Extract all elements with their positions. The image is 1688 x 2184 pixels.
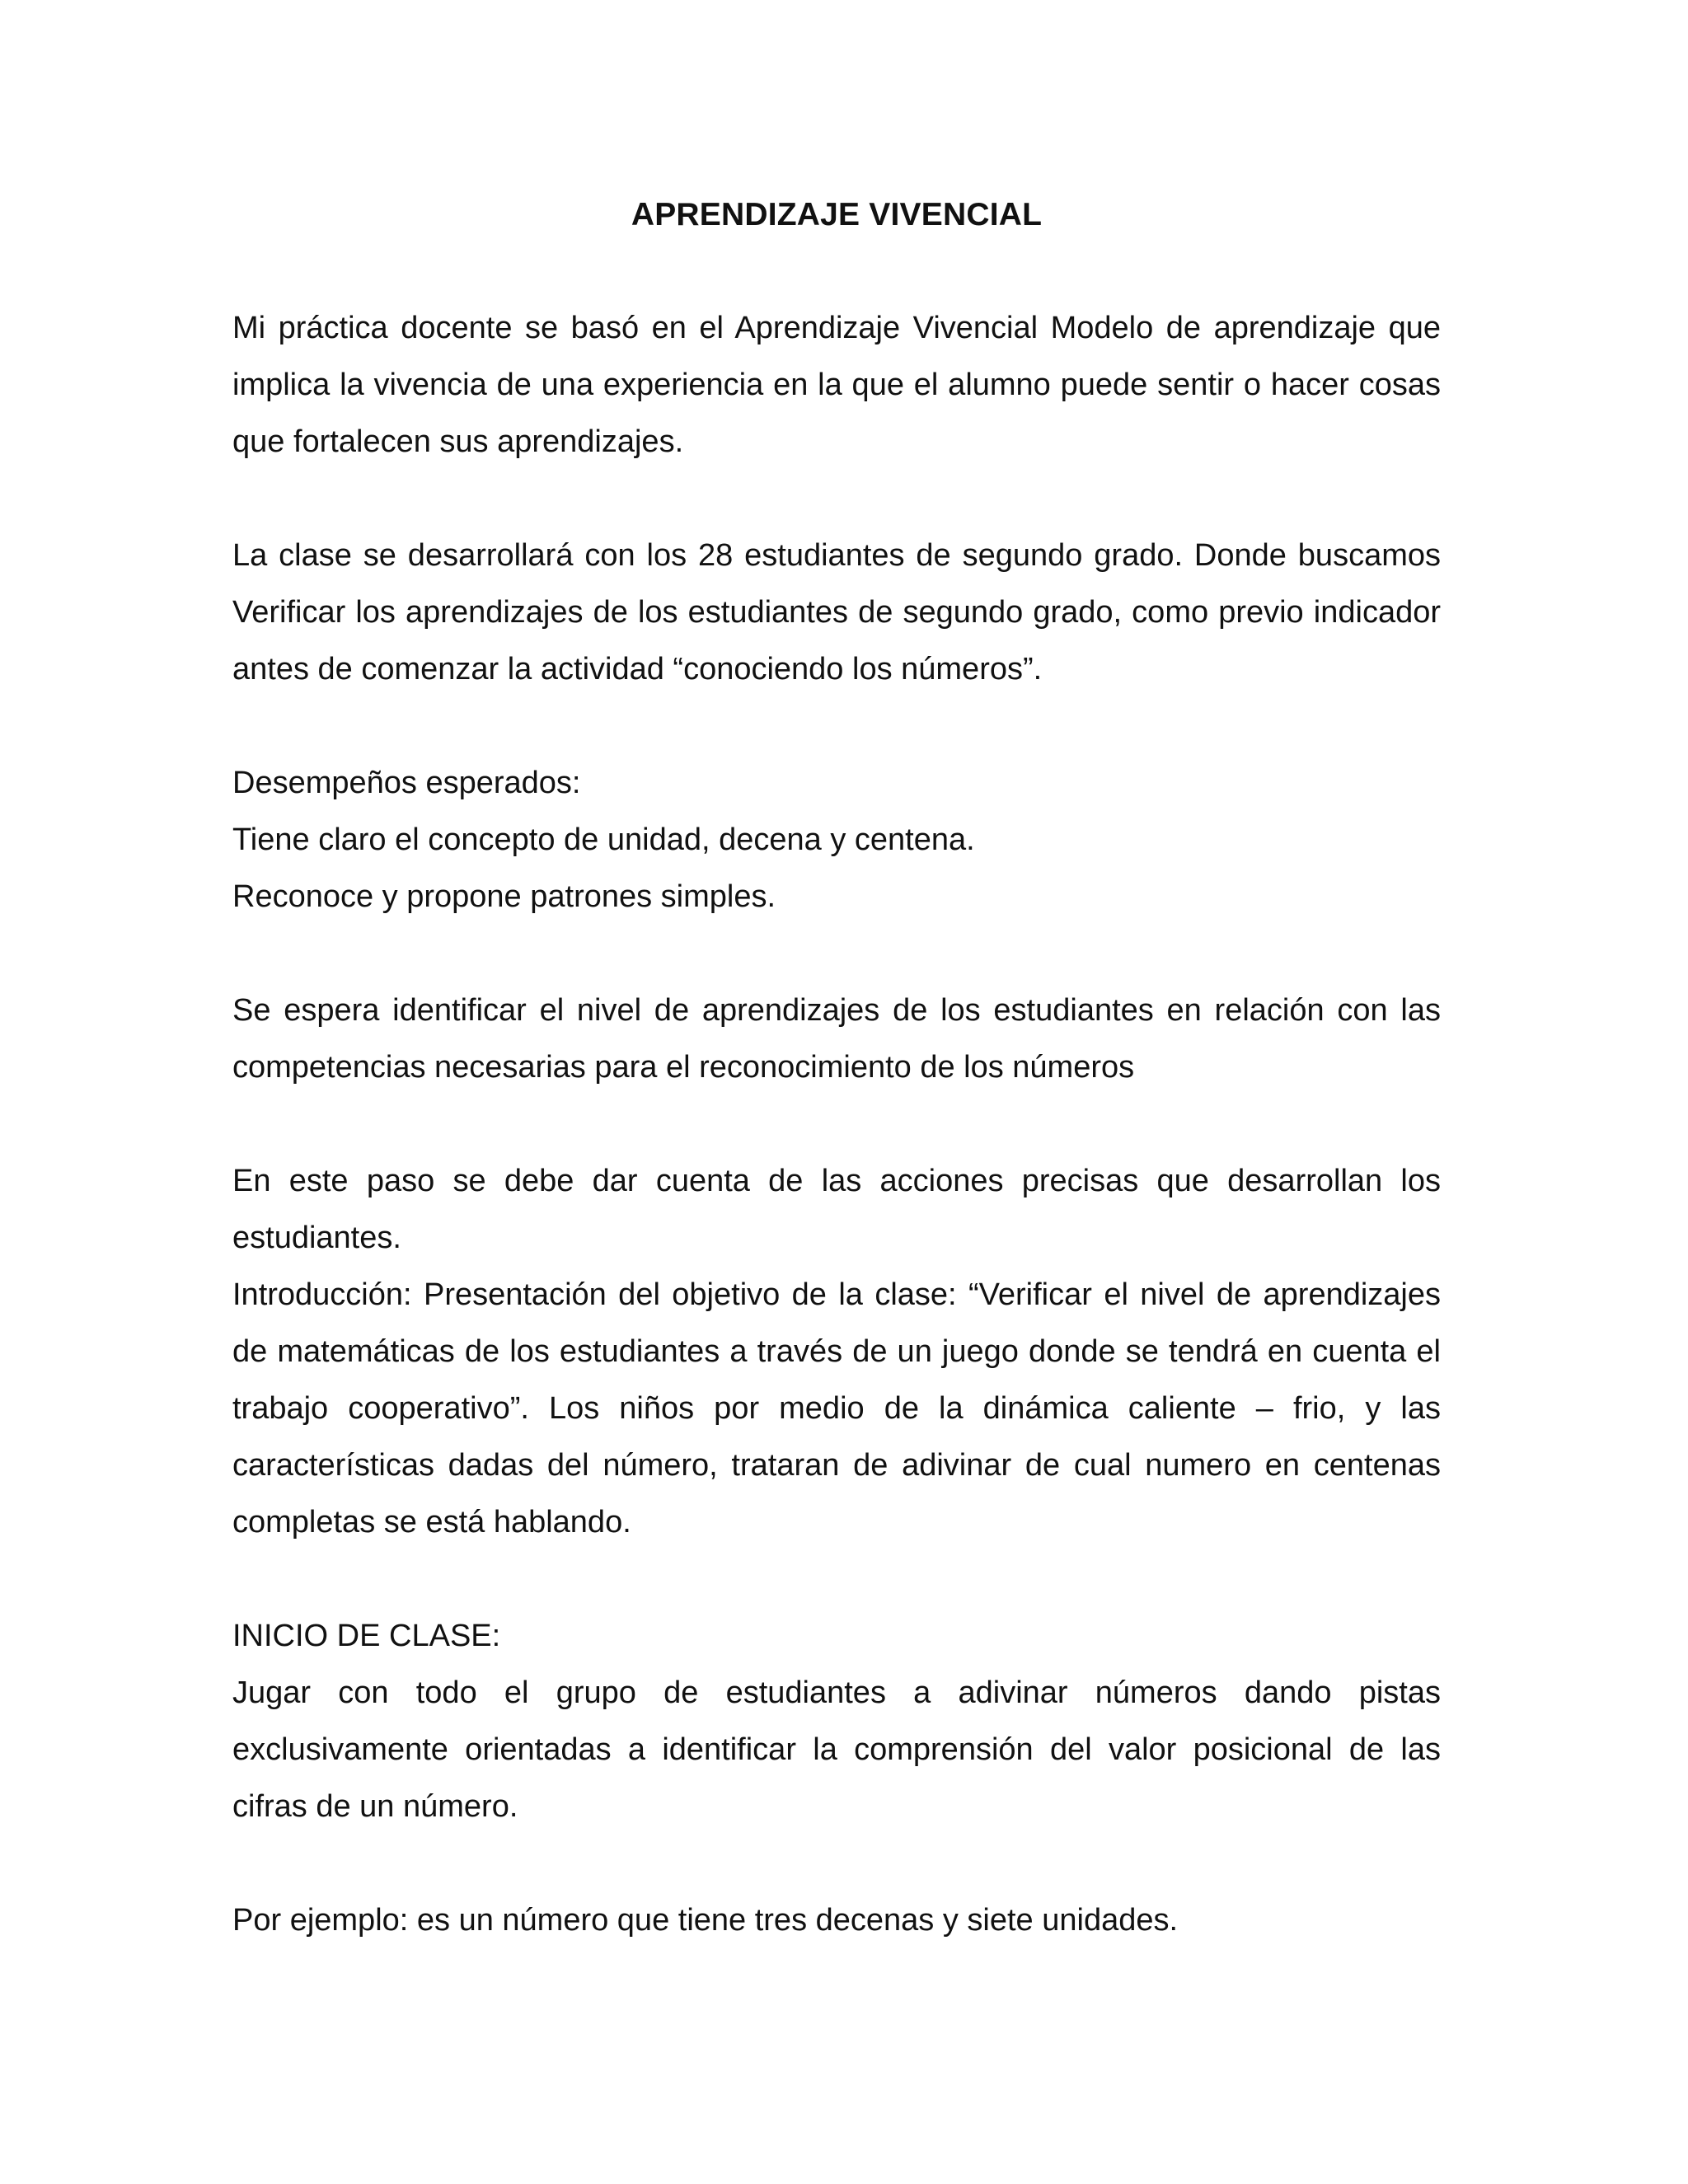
desempeno-item-2: Reconoce y propone patrones simples.: [232, 879, 776, 914]
desempenos-section: [232, 755, 1441, 926]
desempenos-heading: Desempeños esperados:: [232, 766, 581, 800]
paragraph-intro: Mi práctica docente se basó en el Aprendizaje Vivencial Modelo de aprendizaje que implica la vivencia de una experiencia en la que el alumno puede sentir o hacer cosas que fortalecen sus aprendizajes.: [232, 311, 1441, 459]
inicio-heading: INICIO DE CLASE:: [232, 1619, 501, 1653]
document-title: APRENDIZAJE VIVENCIAL: [631, 197, 1043, 232]
paragraph-ejemplo: Por ejemplo: es un número que tiene tres decenas y siete unidades.: [232, 1903, 1179, 1938]
desempeno-item-1: Tiene claro el concepto de unidad, decena y centena.: [232, 823, 975, 857]
document-body: [232, 186, 1441, 2006]
paragraph-introduccion: Introducción: Presentación del objetivo de la clase: “Verificar el nivel de aprendizajes de matemáticas de los estudiantes a través de un juego donde se tendrá en cuenta el trabajo cooperativo”. Los niños por medio de la dinámica caliente – frio, y las características dadas del número, trataran de adivinar de cual numero en centenas completas se está hablando.: [232, 1277, 1441, 1540]
paragraph-espera: Se espera identificar el nivel de aprendizajes de los estudiantes en relación con las competencias necesarias para el reconocimiento de los números: [232, 993, 1441, 1085]
paragraph-clase: La clase se desarrollará con los 28 estudiantes de segundo grado. Donde buscamos Verificar los aprendizajes de los estudiantes de segundo grado, como previo indicador antes de comenzar la actividad “conociendo los números”.: [232, 538, 1441, 687]
paragraph-inicio: Jugar con todo el grupo de estudiantes a adivinar números dando pistas exclusivamente orientadas a identificar la comprensión del valor posicional de las cifras de un número.: [232, 1675, 1441, 1824]
paragraph-paso: En este paso se debe dar cuenta de las acciones precisas que desarrollan los estudiantes.: [232, 1164, 1441, 1255]
